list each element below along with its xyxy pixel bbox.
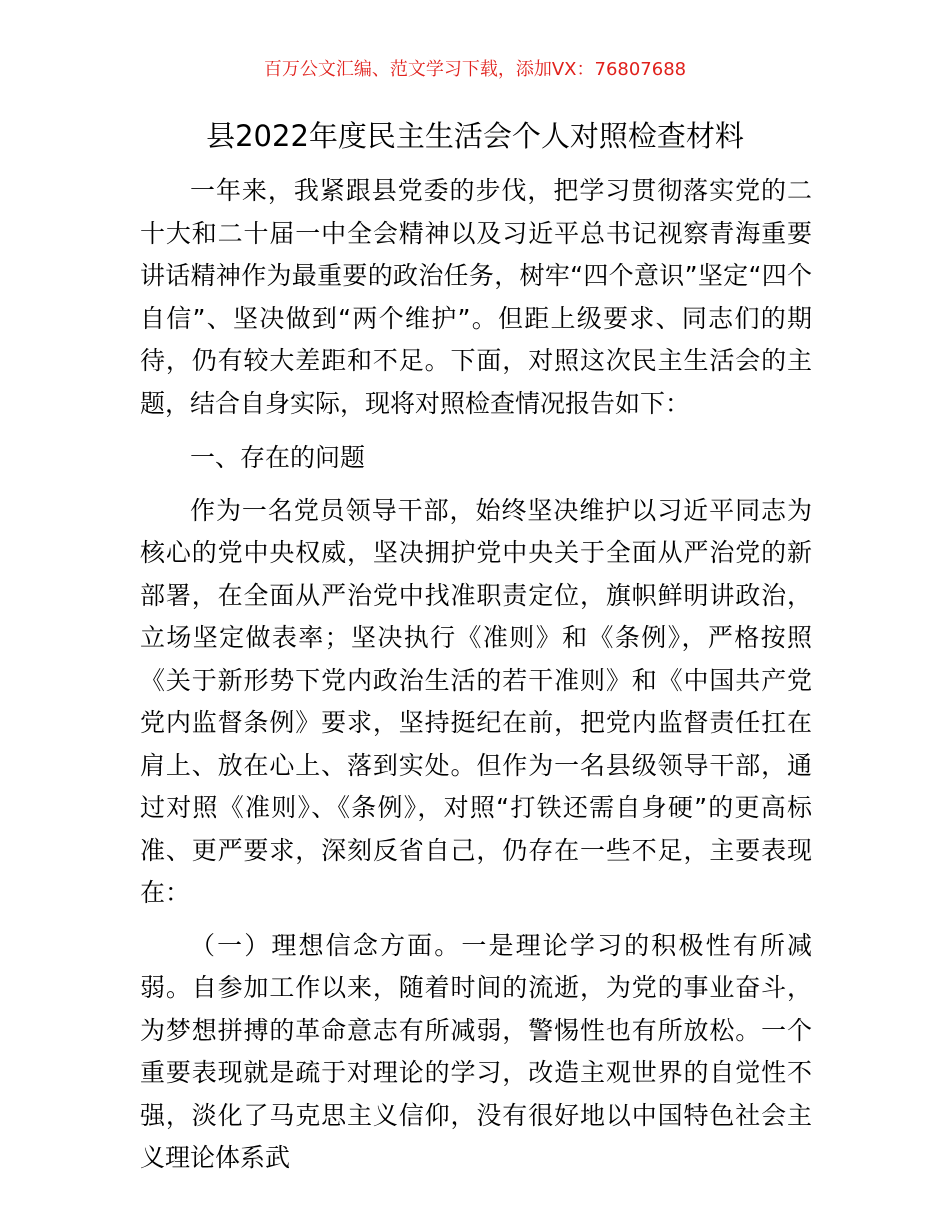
intro-paragraph: 一年来，我紧跟县党委的步伐，把学习贯彻落实党的二十大和二十届一中全会精神以及习近平总书记视察青海重要讲话精神作为最重要的政治任务，树牢“四个意识”坚定“四个自信”、坚决做到“两个维护”。但距上级要求、同志们的期待，仍有较大差距和不足。下面，对照这次民主生活会的主题，结合自身实际，现将对照检查情况报告如下： [140,176,812,418]
section-heading-problems: 一、存在的问题 [190,443,366,472]
document-title: 县2022年度民主生活会个人对照检查材料 [206,119,744,153]
document-body [140,170,812,1180]
header-promo-note: 百万公文汇编、范文学习下载，添加VX：76807688 [263,59,687,80]
section-paragraph-problems: 作为一名党员领导干部，始终坚决维护以习近平同志为核心的党中央权威，坚决拥护党中央关于全面从严治党的新部署，在全面从严治党中找准职责定位，旗帜鲜明讲政治，立场坚定做表率；坚决执行《准则》和《条例》，严格按照《关于新形势下党内政治生活的若干准则》和《中国共产党党内监督条例》要求，坚持挺纪在前，把党内监督责任扛在肩上、放在心上、落到实处。但作为一名县级领导干部，通过对照《准则》、《条例》，对照“打铁还需自身硬”的更高标准、更严要求，深刻反省自己，仍存在一些不足，主要表现在： [140,495,812,907]
subsection-paragraph-ideals: （一）理想信念方面。一是理论学习的积极性有所减弱。自参加工作以来，随着时间的流逝，为党的事业奋斗，为梦想拼搏的革命意志有所减弱，警惕性也有所放松。一个重要表现就是疏于对理论的学习，改造主观世界的自觉性不强，淡化了马克思主义信仰，没有很好地以中国特色社会主义理论体系武 [140,930,812,1172]
